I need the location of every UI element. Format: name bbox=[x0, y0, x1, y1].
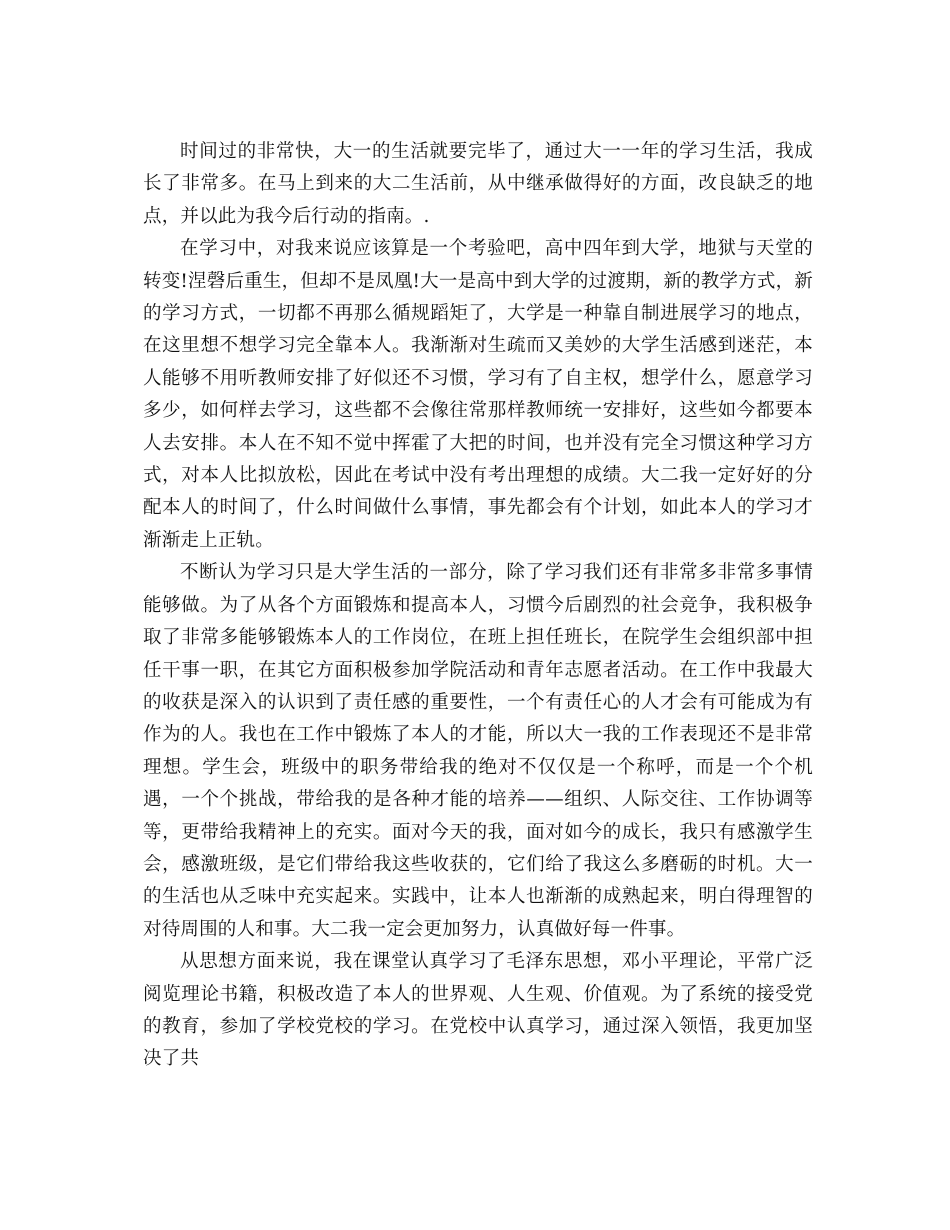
document-body bbox=[143, 136, 813, 1076]
paragraph: 不断认为学习只是大学生活的一部分，除了学习我们还有非常多非常多事情能够做。为了从各个方面锻炼和提高本人，习惯今后剧烈的社会竞争，我积极争取了非常多能够锻炼本人的工作岗位，在班上担任班长，在院学生会组织部中担任干事一职，在其它方面积极参加学院活动和青年志愿者活动。在工作中我最大的收获是深入的认识到了责任感的重要性，一个有责任心的人才会有可能成为有作为的人。我也在工作中锻炼了本人的才能，所以大一我的工作表现还不是非常理想。学生会，班级中的职务带给我的绝对不仅仅是一个称呼，而是一个个机遇，一个个挑战，带给我的是各种才能的培养——组织、人际交往、工作协调等等，更带给我精神上的充实。面对今天的我，面对如今的成长，我只有感激学生会，感激班级，是它们带给我这些收获的，它们给了我这么多磨砺的时机。大一的生活也从乏味中充实起来。实践中，让本人也渐渐的成熟起来，明白得理智的对待周围的人和事。大二我一定会更加努力，认真做好每一件事。 bbox=[143, 562, 813, 940]
paragraph: 时间过的非常快，大一的生活就要完毕了，通过大一一年的学习生活，我成长了非常多。在马上到来的大二生活前，从中继承做得好的方面，改良缺乏的地点，并以此为我今后行动的指南。. bbox=[143, 141, 813, 227]
paragraph: 从思想方面来说，我在课堂认真学习了毛泽东思想，邓小平理论，平常广泛阅览理论书籍，积极改造了本人的世界观、人生观、价值观。为了系统的接受党的教育，参加了学校党校的学习。在党校中认真学习，通过深入领悟，我更加坚决了共 bbox=[143, 951, 813, 1070]
paragraph: 在学习中，对我来说应该算是一个考验吧，高中四年到大学，地狱与天堂的转变!涅磬后重生，但却不是凤凰!大一是高中到大学的过渡期，新的教学方式，新的学习方式，一切都不再那么循规蹈矩了，大学是一种靠自制进展学习的地点，在这里想不想学习完全靠本人。我渐渐对生疏而又美妙的大学生活感到迷茫，本人能够不用听教师安排了好似还不习惯，学习有了自主权，想学什么，愿意学习多少，如何样去学习，这些都不会像往常那样教师统一安排好，这些如今都要本人去安排。本人在不知不觉中挥霍了大把的时间，也并没有完全习惯这种学习方式，对本人比拟放松，因此在考试中没有考出理想的成绩。大二我一定好好的分配本人的时间了，什么时间做什么事情，事先都会有个计划，如此本人的学习才渐渐走上正轨。 bbox=[143, 238, 813, 551]
